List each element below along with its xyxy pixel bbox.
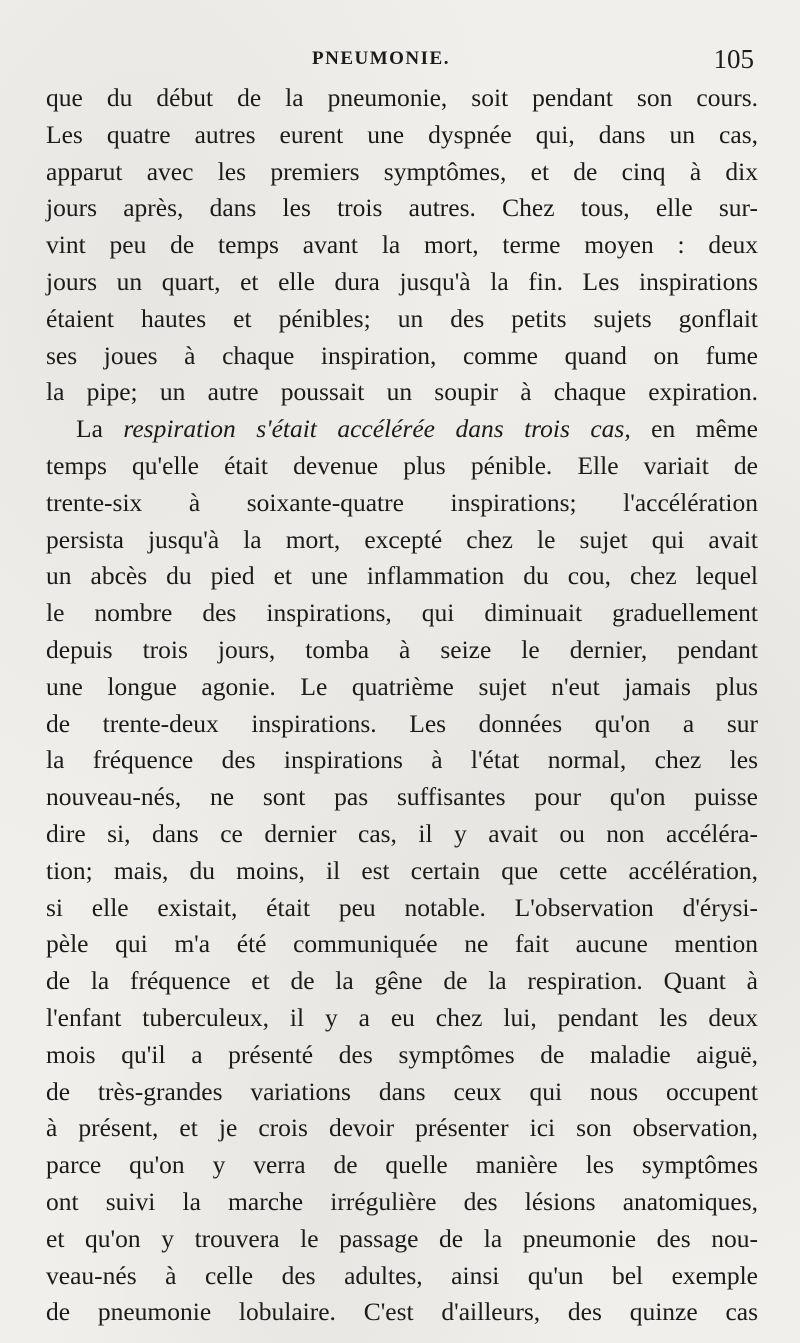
text-line-with-emphasis: [46, 411, 758, 448]
text-line: veau-nés à celle des adultes, ainsi qu'un bel exemple: [46, 1260, 758, 1290]
text-line: apparut avec les premiers symptômes, et de cinq à dix: [46, 156, 758, 186]
line-start: La: [76, 414, 124, 444]
text-line: à présent, et je crois devoir présenter ici son observation,: [46, 1113, 758, 1143]
text-line: trente-six à soixante-quatre inspirations; l'accélération: [46, 487, 758, 517]
text-line: si elle existait, était peu notable. L'observation d'érysi-: [46, 892, 758, 922]
text-line: ont suivi la marche irrégulière des lésions anatomiques,: [46, 1186, 758, 1216]
text-line: de la fréquence et de la gêne de la respiration. Quant à: [46, 966, 758, 996]
line-end: en même: [630, 414, 758, 444]
text-line: temps qu'elle était devenue plus pénible. Elle variait de: [46, 450, 758, 480]
text-line: l'enfant tuberculeux, il y a eu chez lui, pendant les deux: [46, 1002, 758, 1032]
text-line: une longue agonie. Le quatrième sujet n'eut jamais plus: [46, 671, 758, 701]
text-line: et qu'on y trouvera le passage de la pneumonie des nou-: [46, 1223, 758, 1253]
paragraph-2: [46, 411, 758, 1331]
text-line: vint peu de temps avant la mort, terme moyen : deux: [46, 230, 758, 260]
text-line: parce qu'on y verra de quelle manière les symptômes: [46, 1150, 758, 1180]
text-line: tion; mais, du moins, il est certain que cette accélération,: [46, 855, 758, 885]
text-line: de trente-deux inspirations. Les données qu'on a sur: [46, 708, 758, 738]
text-line: jours après, dans les trois autres. Chez tous, elle sur-: [46, 193, 758, 223]
text-line: dire si, dans ce dernier cas, il y avait ou non accéléra-: [46, 818, 758, 848]
text-line: jours un quart, et elle dura jusqu'à la fin. Les inspirations: [46, 266, 758, 296]
italic-emphasis: respiration s'était accélérée dans trois cas,: [123, 414, 631, 444]
running-title: PNEUMONIE.: [312, 48, 450, 69]
text-line: de très-grandes variations dans ceux qui nous occupent: [46, 1076, 758, 1106]
text-line: persista jusqu'à la mort, excepté chez le sujet qui avait: [46, 524, 758, 554]
text-line: de pneumonie lobulaire. C'est d'ailleurs, des quinze cas: [46, 1297, 758, 1327]
page-number: 105: [713, 44, 754, 74]
paragraph-1: [46, 80, 758, 411]
running-head: [0, 44, 800, 78]
text-line: un abcès du pied et une inflammation du cou, chez lequel: [46, 561, 758, 591]
body-text: [46, 80, 758, 1331]
text-line: la fréquence des inspirations à l'état normal, chez les: [46, 745, 758, 775]
text-line: étaient hautes et pénibles; un des petits sujets gonflait: [46, 303, 758, 333]
text-line: mois qu'il a présenté des symptômes de maladie aiguë,: [46, 1039, 758, 1069]
text-line: le nombre des inspirations, qui diminuait graduellement: [46, 598, 758, 628]
text-line: nouveau-nés, ne sont pas suffisantes pour qu'on puisse: [46, 782, 758, 812]
text-line: pèle qui m'a été communiquée ne fait aucune mention: [46, 929, 758, 959]
text-line: ses joues à chaque inspiration, comme quand on fume: [46, 340, 758, 370]
text-line: que du début de la pneumonie, soit pendant son cours.: [46, 83, 758, 112]
text-line: la pipe; un autre poussait un soupir à chaque expiration.: [46, 377, 758, 407]
text-line: Les quatre autres eurent une dyspnée qui, dans un cas,: [46, 119, 758, 149]
text-line: depuis trois jours, tomba à seize le dernier, pendant: [46, 634, 758, 664]
